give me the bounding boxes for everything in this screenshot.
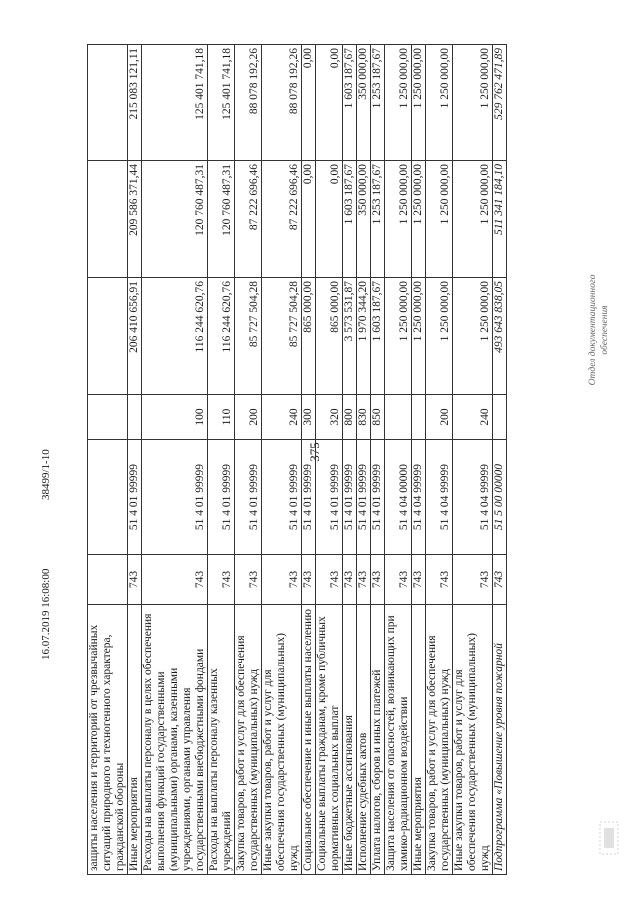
cell-v2 <box>88 161 128 278</box>
cell-v3: 1 250 000,00 <box>385 45 412 161</box>
cell-cs: 51 4 04 99999 <box>412 440 426 555</box>
cell-v3: 215 083 121,11 <box>128 45 142 161</box>
cell-gr: 743 <box>412 555 426 605</box>
cell-v2: 1 250 000,00 <box>385 161 412 278</box>
cell-gr: 743 <box>357 555 371 605</box>
table-row <box>426 45 453 875</box>
cell-cs: 51 4 04 00000 <box>385 440 412 555</box>
table-row <box>371 45 385 875</box>
cell-gr: 743 <box>316 555 343 605</box>
table-row <box>235 45 262 875</box>
cell-name: Иные закупки товаров, работ и услуг для обеспечения государственных (муниципальных) нужд <box>262 605 302 875</box>
cell-v3: 1 250 000,00 <box>453 45 493 161</box>
cell-vr: 800 <box>343 395 357 440</box>
cell-cs: 51 5 00 00000 <box>493 440 507 555</box>
cell-v3: 125 401 741,18 <box>142 45 208 161</box>
cell-name: Исполнение судебных актов <box>357 605 371 875</box>
table-row <box>208 45 235 875</box>
cell-v1: 116 244 620,76 <box>208 278 235 395</box>
cell-vr: 110 <box>208 395 235 440</box>
cell-v1: 865 000,00 <box>316 278 343 395</box>
cell-v2: 87 222 696,46 <box>262 161 302 278</box>
cell-vr: 830 <box>357 395 371 440</box>
cell-name: Иные бюджетные ассигнования <box>343 605 357 875</box>
cell-v2: 209 586 371,44 <box>128 161 142 278</box>
cell-v2: 1 253 187,67 <box>371 161 385 278</box>
cell-cs: 51 4 01 99999 <box>142 440 208 555</box>
table-row <box>385 45 412 875</box>
cell-name: Защита населения от опасностей, возникающих при химико-радиационном воздействии <box>385 605 412 875</box>
cell-vr: 200 <box>235 395 262 440</box>
cell-gr: 743 <box>235 555 262 605</box>
table-row <box>142 45 208 875</box>
cell-name: Иные мероприятия <box>128 605 142 875</box>
cell-vr: 100 <box>142 395 208 440</box>
cell-vr: 200 <box>426 395 453 440</box>
stamp-line-1: Отдел документационного <box>588 274 598 386</box>
cell-v1: 1 250 000,00 <box>453 278 493 395</box>
budget-table <box>87 44 507 875</box>
cell-vr <box>88 395 128 440</box>
cell-gr: 743 <box>343 555 357 605</box>
cell-v2: 350 000,00 <box>357 161 371 278</box>
footer-doc-number: 38499/1-10 <box>40 449 52 500</box>
table-row <box>357 45 371 875</box>
cell-v3 <box>88 45 128 161</box>
cell-v2: 1 250 000,00 <box>426 161 453 278</box>
table-row <box>453 45 493 875</box>
cell-v2: 0,00 <box>302 161 316 278</box>
cell-name: Подпрограмма «Повышение уровня пожарной <box>493 605 507 875</box>
cell-v3: 125 401 741,18 <box>208 45 235 161</box>
cell-cs: 51 4 01 99999 <box>235 440 262 555</box>
cell-v1: 206 410 656,91 <box>128 278 142 395</box>
cell-v3: 1 253 187,67 <box>371 45 385 161</box>
cell-v3: 0,00 <box>316 45 343 161</box>
cell-v1: 1 250 000,00 <box>426 278 453 395</box>
cell-v1: 493 643 838,05 <box>493 278 507 395</box>
cell-vr <box>385 395 412 440</box>
cell-cs: 51 4 01 99999 <box>208 440 235 555</box>
cell-v1: 116 244 620,76 <box>142 278 208 395</box>
cell-vr: 300 <box>302 395 316 440</box>
cell-v1: 1 250 000,00 <box>385 278 412 395</box>
cell-name: Социальное обеспечение и иные выплаты населению <box>302 605 316 875</box>
cell-gr: 743 <box>142 555 208 605</box>
cell-cs: 51 4 01 99999 <box>343 440 357 555</box>
cell-cs: 51 4 04 99999 <box>453 440 493 555</box>
cell-name: Закупка товаров, работ и услуг для обеспечения государственных (муниципальных) нужд <box>235 605 262 875</box>
cell-cs: 51 4 01 99999 <box>302 440 316 555</box>
cell-v1: 1 250 000,00 <box>412 278 426 395</box>
cell-gr: 743 <box>453 555 493 605</box>
cell-gr: 743 <box>262 555 302 605</box>
cell-v3: 1 603 187,67 <box>343 45 357 161</box>
cell-name: Иные закупки товаров, работ и услуг для обеспечения государственных (муниципальных) нужд <box>453 605 493 875</box>
cell-v1 <box>88 278 128 395</box>
cell-v1: 1 603 187,67 <box>371 278 385 395</box>
budget-table-container <box>87 45 640 875</box>
cell-name: защиты населения и территорий от чрезвычайных ситуаций природного и техногенного характера, гражданской обороны <box>88 605 128 875</box>
cell-gr <box>88 555 128 605</box>
cell-v2: 120 760 487,31 <box>208 161 235 278</box>
cell-v2: 511 341 184,10 <box>493 161 507 278</box>
page-number: 375 <box>307 442 322 462</box>
cell-v2: 120 760 487,31 <box>142 161 208 278</box>
cell-v2: 0,00 <box>316 161 343 278</box>
cell-gr: 743 <box>426 555 453 605</box>
cell-vr <box>128 395 142 440</box>
cell-gr: 743 <box>493 555 507 605</box>
table-row <box>262 45 302 875</box>
cell-v3: 88 078 192,26 <box>235 45 262 161</box>
cell-name: Социальные выплаты гражданам, кроме публичных нормативных социальных выплат <box>316 605 343 875</box>
table-row <box>88 45 128 875</box>
cell-vr <box>493 395 507 440</box>
cell-vr: 240 <box>453 395 493 440</box>
footer-date: 16.07.2019 16:08:00 <box>40 568 52 660</box>
cell-gr: 743 <box>385 555 412 605</box>
table-row <box>302 45 316 875</box>
cell-gr: 743 <box>371 555 385 605</box>
budget-table-body <box>88 45 507 875</box>
cell-gr: 743 <box>302 555 316 605</box>
cell-name: Иные мероприятия <box>412 605 426 875</box>
cell-v3: 0,00 <box>302 45 316 161</box>
cell-v1: 85 727 504,28 <box>262 278 302 395</box>
cell-cs: 51 4 01 99999 <box>316 440 343 555</box>
cell-v2: 1 250 000,00 <box>453 161 493 278</box>
scanner-noise-mark-icon <box>598 820 620 856</box>
cell-name: Закупка товаров, работ и услуг для обеспечения государственных (муниципальных) нужд <box>426 605 453 875</box>
cell-cs: 51 4 04 99999 <box>426 440 453 555</box>
cell-cs <box>88 440 128 555</box>
table-row <box>343 45 357 875</box>
cell-v3: 529 762 471,89 <box>493 45 507 161</box>
cell-cs: 51 4 01 99999 <box>128 440 142 555</box>
cell-vr: 850 <box>371 395 385 440</box>
cell-v2: 87 222 696,46 <box>235 161 262 278</box>
table-row <box>128 45 142 875</box>
cell-v3: 88 078 192,26 <box>262 45 302 161</box>
cell-vr: 320 <box>316 395 343 440</box>
cell-name: Расходы на выплаты персоналу казенных учреждений <box>208 605 235 875</box>
cell-vr: 240 <box>262 395 302 440</box>
department-stamp <box>588 265 614 395</box>
stamp-line-2: обеспечения <box>599 305 610 355</box>
cell-v3: 1 250 000,00 <box>412 45 426 161</box>
table-row <box>493 45 507 875</box>
cell-v3: 350 000,00 <box>357 45 371 161</box>
cell-cs: 51 4 01 99999 <box>371 440 385 555</box>
cell-v2: 1 250 000,00 <box>412 161 426 278</box>
table-row <box>412 45 426 875</box>
cell-v2: 1 603 187,67 <box>343 161 357 278</box>
cell-cs: 51 4 01 99999 <box>262 440 302 555</box>
cell-name: Расходы на выплаты персоналу в целях обеспечения выполнения функций государственными (муниципальными) органами, казенными учреждениями, органами управления государственными внебюджетными фондами <box>142 605 208 875</box>
cell-name: Уплата налогов, сборов и иных платежей <box>371 605 385 875</box>
cell-v1: 3 573 531,87 <box>343 278 357 395</box>
table-row <box>316 45 343 875</box>
cell-v1: 1 970 344,20 <box>357 278 371 395</box>
cell-v1: 85 727 504,28 <box>235 278 262 395</box>
cell-cs: 51 4 01 99999 <box>357 440 371 555</box>
cell-gr: 743 <box>128 555 142 605</box>
cell-v1: 865 000,00 <box>302 278 316 395</box>
cell-gr: 743 <box>208 555 235 605</box>
cell-v3: 1 250 000,00 <box>426 45 453 161</box>
cell-vr <box>412 395 426 440</box>
